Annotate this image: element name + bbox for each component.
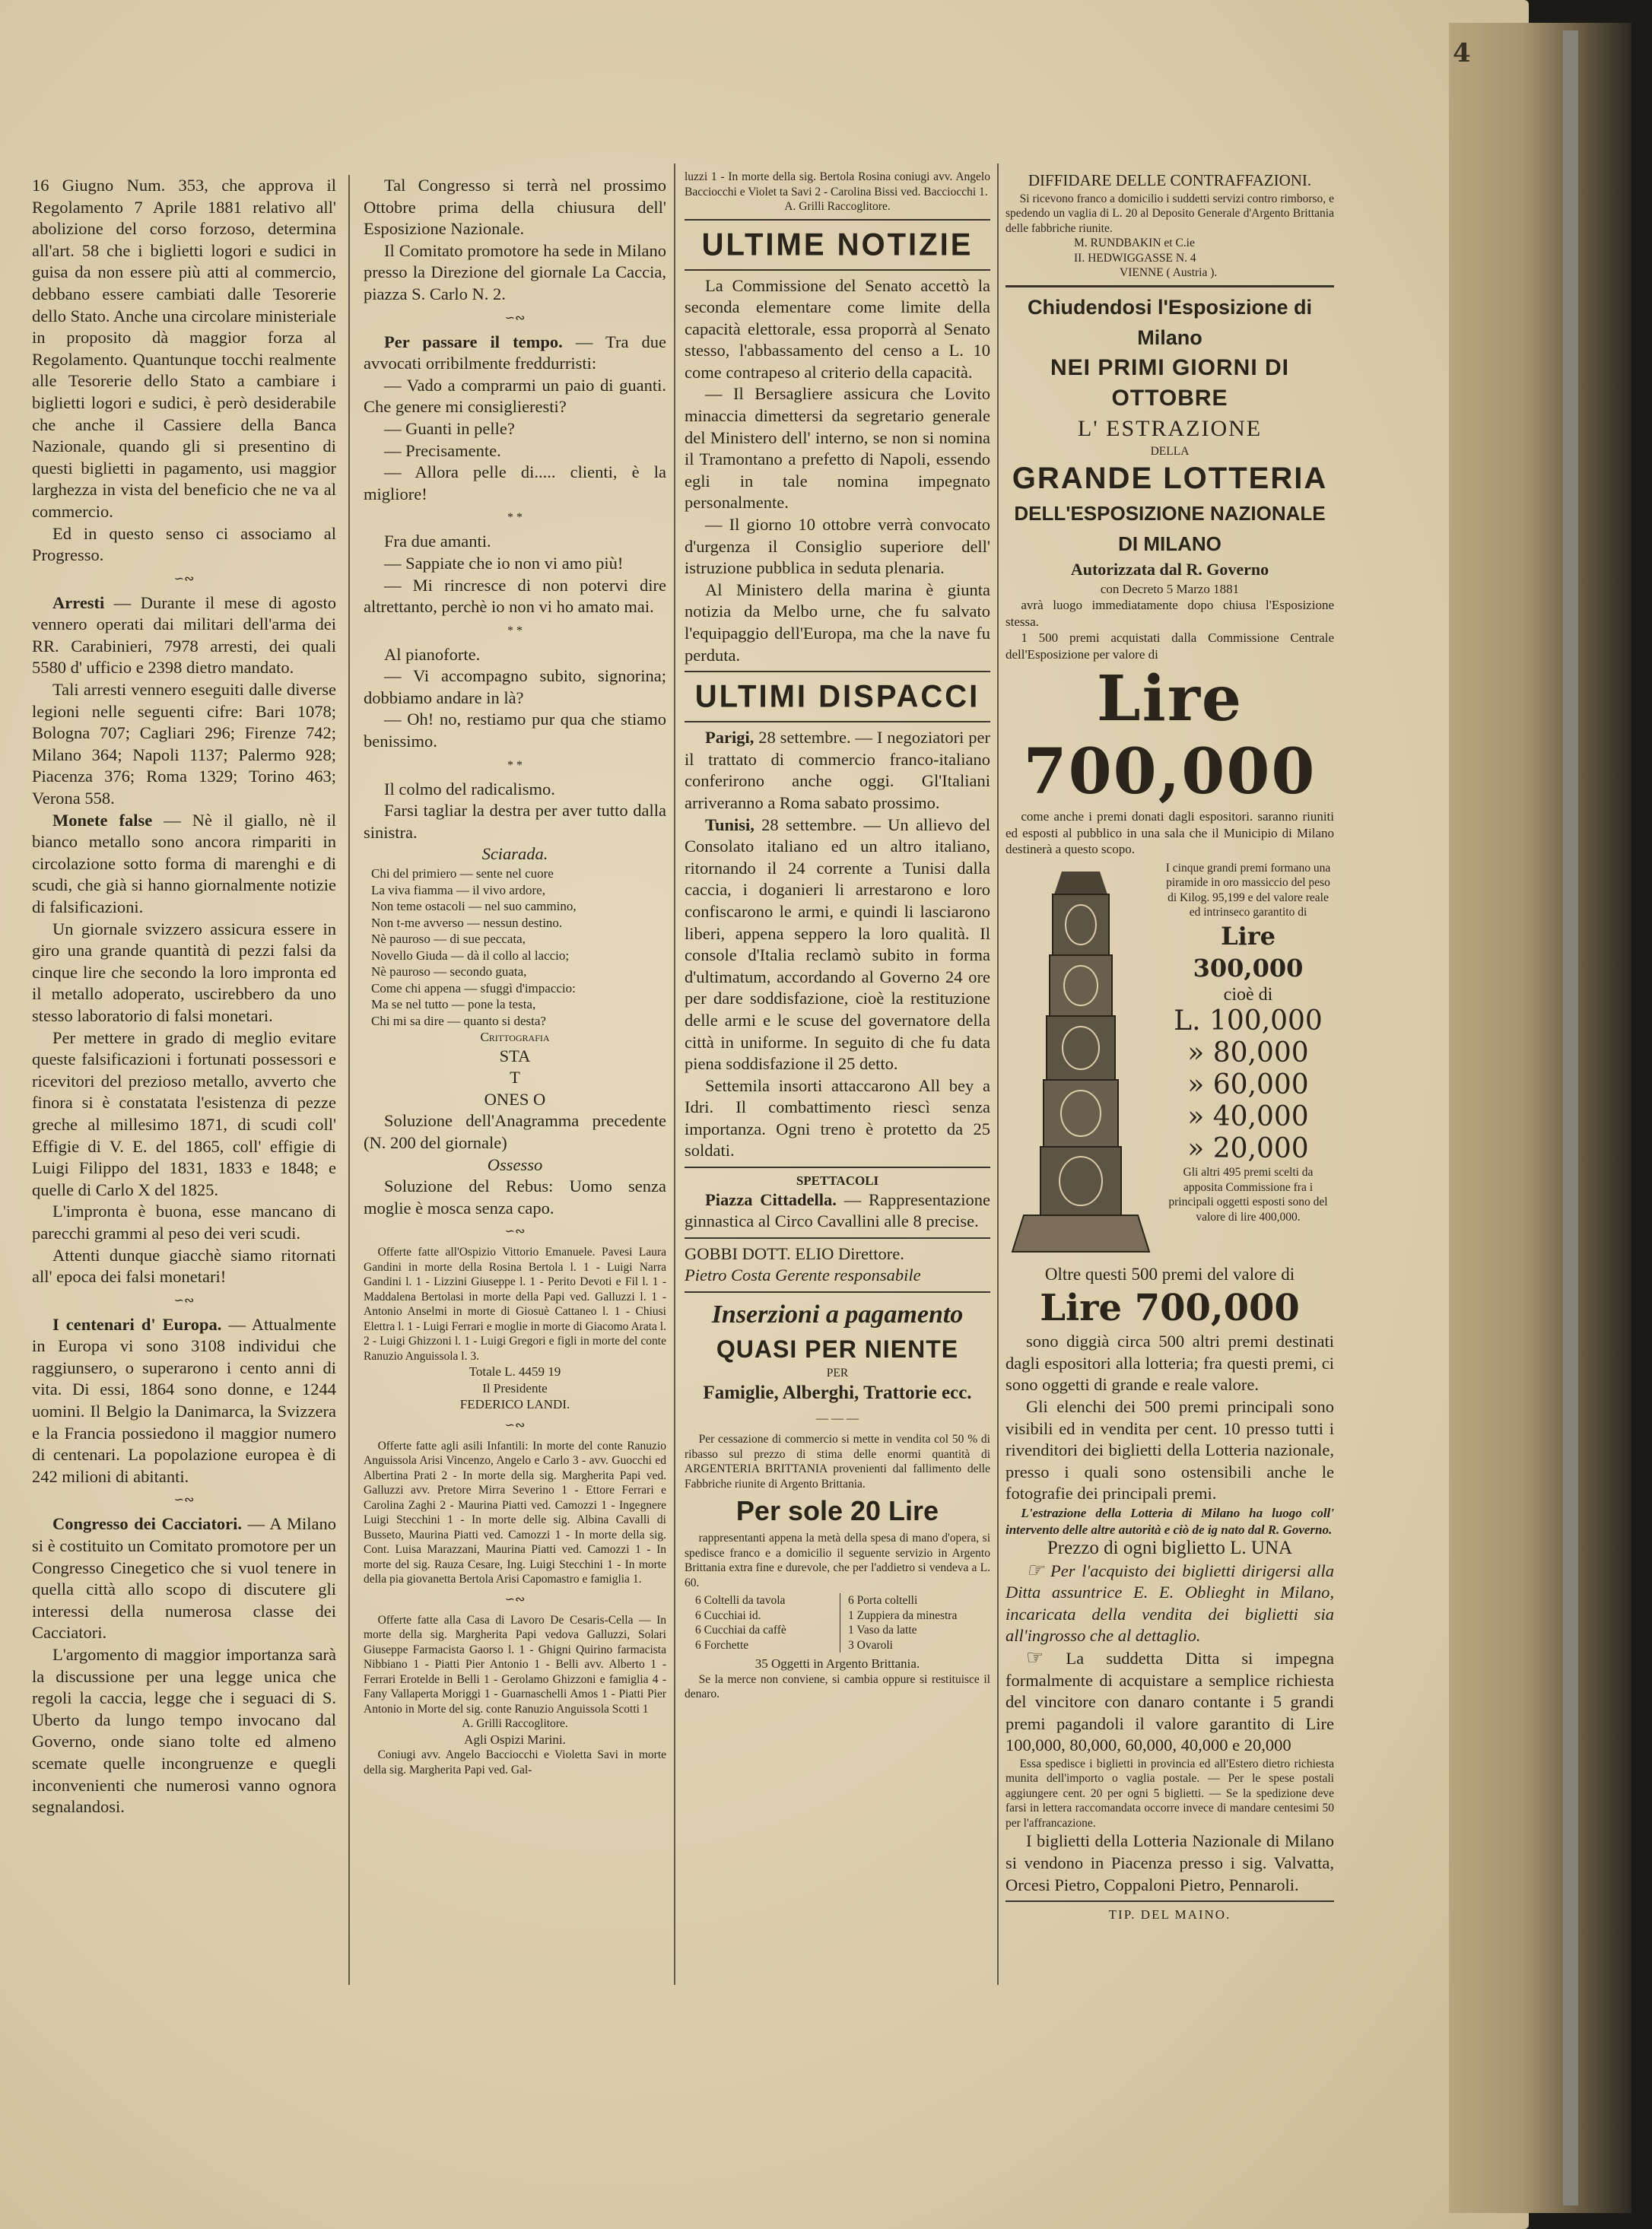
dispatch-heading: Tunisi, — [705, 814, 755, 834]
lottery-shipping: Essa spedisce i biglietti in provincia ed all'Estero dietro richiesta munita dell'importo o vaglia postale. — Per le spese postali aggiungere cent. 20 per ogni 5 biglietti. — Se la spedizione deve farsi in lettera raccomandata occorre invece di mandare centesimi 50 per l'affrancazione. — [1005, 1757, 1334, 1830]
article-paragraph: L'argomento di maggior importanza sarà la discussione per una legge unica che regoli la caccia, legge che i seguaci di S. Uberto da lungo tempo invocano dal Governo, onde siano tolte ed almeno scemate quelle incongruenze e quegli inconvenienti che numerosi vanno ognora segnalandosi. — [32, 1645, 336, 1817]
section-rule — [1005, 1900, 1334, 1902]
ad-item: 6 Cucchiai id. — [695, 1608, 761, 1622]
ornament-divider: ∽∾ — [504, 1225, 526, 1239]
dialogue-line: — Mi rincresce di non potervi dire altrettanto, perchè io non vi ho amato mai. — [364, 575, 666, 617]
article-monete — [32, 810, 336, 919]
spettacoli-heading: SPETTACOLI — [796, 1173, 879, 1189]
asterism: * * — [507, 511, 523, 525]
lottery-amount-repeat: Lire 700,000 — [1040, 1287, 1300, 1330]
solution-text: Soluzione dell'Anagramma precedente (N. 200 del giornale) — [364, 1111, 666, 1152]
dialogue-line: — Precisamente. — [384, 440, 501, 460]
prize-amount: » 60,000 — [1187, 1069, 1309, 1101]
column-rule — [348, 175, 350, 1985]
ornament-divider: ∽∾ — [173, 1294, 195, 1307]
verse-line: Nè pauroso — secondo guata, — [371, 964, 527, 980]
article-passare — [364, 332, 666, 375]
crittografia-line: STA — [499, 1046, 531, 1065]
article-text: — Attualmente in Europa vi sono 3108 individui che raggiunsero, o superarono i cento anni di vita. Di essi, 1864 sono donne, e 1244 uomini. Il Belgio la Danimarca, la Svizzera e la Francia possiedono il maggior numero di centenari. La popolazione europea è di 242 milioni di abitanti. — [32, 1314, 336, 1486]
ad-item: 3 Ovaroli — [848, 1638, 893, 1652]
dispatch-tunisi — [685, 814, 990, 1075]
dispatch-heading: Parigi, — [705, 728, 755, 748]
lottery-authorization: Autorizzata dal R. Governo — [1070, 560, 1269, 579]
section-rule — [685, 1167, 990, 1168]
dispatch-parigi — [685, 727, 990, 814]
prize-block — [1005, 861, 1334, 1264]
ad-total-items: 35 Oggetti in Argento Brittania. — [755, 1656, 920, 1672]
dialogue-line: — Allora pelle di..... clienti, è la migliore! — [364, 462, 666, 503]
prize-other: Gli altri 495 premi scelti da apposita Commissione fra i principali oggetti esposti sono del valore di lire 400,000. — [1168, 1166, 1328, 1224]
ad-warning-title: DIFFIDARE DELLE CONTRAFFAZIONI. — [1028, 171, 1312, 189]
donations-list: Coniugi avv. Angelo Bacciocchi e Violetta Savi in morte della sig. Margherita Papi ved. Gal- — [364, 1748, 666, 1777]
section-rule — [685, 1237, 990, 1239]
column-rule — [674, 164, 675, 1985]
article-paragraph: Tali arresti vennero eseguiti dalle diverse legioni nelle seguenti cifre: Bari 1078; Bologna 707; Cagliari 296; Firenze 742; Milano 364; Napoli 1137; Palermo 928; Piacenza 376; Roma 1329; Torino 463; Verona 558. — [32, 680, 336, 808]
section-title-ultimi-dispacci: ULTIMI DISPACCI — [694, 679, 980, 715]
article-paragraph: Tal Congresso si terrà nel prossimo Ottobre prima della chiusura dell' Esposizione Nazionale. — [364, 176, 666, 239]
article-paragraph: 16 Giugno Num. 353, che approva il Regolamento 7 Aprile 1881 relativo all' abolizione del corso forzoso, determina all'art. 58 che i biglietti logori e sudici in guisa da non essere più atti al commercio, debbano essere cambiati dalle Tesorerie dello Stato. Anche una circolare ministeriale in proposito dà maggior forza al Regolamento. Quantunque tocchi realmente alle Tesorerie dello Stato a cambiare i biglietti logori e sudici, è però desiderabile che anche il Cassiere della Banca Nazionale, quando gli si presentino di questi biglietti in pagamento, usi maggior larghezza in vista del beneficio che ne va al commercio. — [32, 176, 336, 521]
ornament-divider: ∽∾ — [504, 1592, 526, 1606]
ad-item: 6 Cucchiai da caffè — [695, 1624, 786, 1637]
lottery-estrazione: L' ESTRAZIONE — [1077, 415, 1263, 441]
section-rule — [685, 671, 990, 672]
manager-line: Pietro Costa Gerente responsabile — [685, 1265, 921, 1285]
verse-line: Ma se nel tutto — pone la testa, — [371, 997, 536, 1012]
sciarada-verses — [364, 865, 666, 1029]
section-title-ultime-notizie: ULTIME NOTIZIE — [701, 227, 974, 262]
crittografia-line: ONES O — [484, 1089, 546, 1109]
column-3 — [685, 170, 990, 1702]
article-text: — Tra due avvocati orribilmente freddurristi: — [364, 332, 666, 373]
lottery-text: 1 500 premi acquistati dalla Commissione Centrale dell'Esposizione per valore di — [1005, 630, 1334, 662]
column-2 — [364, 175, 666, 1777]
donations-total: Totale L. 4459 19 — [469, 1364, 561, 1380]
article-paragraph: Attenti dunque giacchè siamo ritornati all' epoca dei falsi monetari! — [32, 1245, 336, 1287]
book-spine — [1449, 23, 1631, 2213]
printer-imprint: TIP. DEL MAINO. — [1108, 1907, 1231, 1923]
lottery-decree: con Decreto 5 Marzo 1881 — [1100, 581, 1240, 596]
column-rule — [997, 164, 999, 1985]
article-text: — Nè il giallo, nè il bianco metallo sono ancora rimpariti in circolazione sotto forma di marenghi e di scudi, che già si hanno giornalmente notizie di falsificazioni. — [32, 810, 337, 916]
donations-list: Offerte fatte alla Casa di Lavoro De Cesaris-Cella — In morte della sig. Margherita Papi vedova Galluzzi, Solari Giuseppe Farmacista Gaorso l. 1 - Ghigni Quirino farmacista Nibbiano 1 - Piatti Pier Antonio 1 - Belli avv. Alberto 1 - Ferrari Erotelde in Belli 1 - Gerolamo Ghizzoni e famiglia 4 - Fany Vallaperta Moriggi 1 - Guarnaschelli Amos 1 - Piatti Pier Antonio in Morte del sig. conte Ranuzio Anguissola Scotti 1 — [364, 1613, 666, 1716]
news-paragraph: — Il Bersagliere assicura che Lovito minaccia dimettersi da segretario generale del Ministero dell' interno, se non si nomina il Tramontano a prefetto di Napoli, essendo egli in tale nomina impegnato personalmente. — [685, 384, 990, 513]
ornament-divider: ∽∾ — [504, 311, 526, 325]
ad-items-left — [695, 1593, 840, 1653]
prize-amount: L. 100,000 — [1174, 1005, 1323, 1037]
section-rule — [685, 1291, 990, 1293]
dialogue-line: — Vi accompagno subito, signorina; dobbiamo andare in là? — [364, 666, 666, 707]
donations-subhead: Agli Ospizi Marini. — [464, 1732, 566, 1747]
pointing-hand-icon: ☞ — [1026, 1558, 1044, 1581]
lottery-text: sono diggià circa 500 altri premi destinati dagli espositori alla lotteria; fra questi premi, ci sono oggetti di grande e reale valore. — [1005, 1332, 1334, 1395]
ticket-price: Prezzo di ogni biglietto L. UNA — [1047, 1538, 1293, 1559]
prize-description: I cinque grandi premi formano una piramide in oro massiccio del peso di Kilog. 95,199 e del valore reale ed intrinseco garantito di — [1165, 861, 1331, 919]
ad-text: rappresentanti appena la metà della spesa di mano d'opera, si spedisce franco e a domicilio il seguente servizio in Argento Brittania extra fine e durevole, che per l'addietro si vendeva a L. 60. — [685, 1532, 990, 1589]
section-rule — [685, 721, 990, 722]
spettacoli-venue: Piazza Cittadella. — [705, 1189, 837, 1209]
news-paragraph: — Il giorno 10 ottobre verrà convocato d'urgenza il Consiglio superiore dell' istruzione pubblica in seduta plenaria. — [685, 515, 990, 578]
address-line: VIENNE ( Austria ). — [1120, 266, 1218, 280]
prize-amount: » 80,000 — [1187, 1037, 1309, 1069]
verse-line: Non teme ostacoli — nel suo cammino, — [371, 899, 577, 914]
dispatch-text: 28 settembre. — Un allievo del Consolato italiano ed un altro italiano, ritornando il 24 corrente a Tunisi dalla caccia, i doganieri li arrestarono e loro confiscarono le armi, e quindi li lasciarono liberi, appena seppero la loro qualità. Il console d'Italia reclamò subito in forma d'ultimatum, accordando al Governo 24 ore per dare soddisfazione, cioè la restituzione delle armi e le scuse del governatore della città in uniforme. In seguito di che fu data piena soddisfazione il 25 detto. — [685, 814, 990, 1074]
ornament-divider: — — — — [816, 1412, 859, 1426]
lottery-total-amount: Lire 700,000 — [1023, 662, 1317, 809]
verse-line: La viva fiamma — il vivo ardore, — [371, 882, 545, 897]
donations-signature: A. Grilli Raccoglitore. — [784, 200, 891, 213]
article-paragraph: Un giornale svizzero assicura essere in giro una grande quantità di pezzi falsi da cinque lire che secondo la loro impronta ed il metallo adoperato, uscirebbero da uno stesso laboratorio di falsi monetari. — [32, 919, 336, 1025]
spine-edge — [1563, 30, 1578, 2205]
asterism: * * — [507, 758, 523, 772]
ad-item: 6 Coltelli da tavola — [695, 1594, 786, 1608]
asterism: * * — [507, 624, 523, 637]
news-paragraph: Settemila insorti attaccarono All bey a Idri. Il combattimento riescì senza importanza. Ogni treno è protetto da 25 soldati. — [685, 1075, 990, 1161]
lottery-intro: Chiudendosi l'Esposizione di Milano — [1028, 295, 1312, 349]
lottery-date: NEI PRIMI GIORNI DI OTTOBRE — [1050, 354, 1290, 411]
page-marker: 4 — [1453, 38, 1471, 68]
article-paragraph: Per mettere in grado di meglio evitare queste falsificazioni i fortunati possessori e ricevitori del prezioso metallo, avverto che finora si è constatata l'esistenza di pezze greche al millesimo 1871, di scudi coll' Effigie di V. E. del 1865, coll' effigie di Luigi Filippo del 1831, 1833 e 1848; e quelle di Carlo X del 1825. — [32, 1027, 336, 1199]
article-arresti — [32, 592, 336, 679]
article-heading: I centenari d' Europa. — [52, 1314, 222, 1334]
solution-text: Soluzione del Rebus: Uomo senza moglie è mosca senza capo. — [364, 1176, 666, 1218]
prize-cioe: cioè di — [1223, 984, 1273, 1005]
crittografia-title: Crittografia — [480, 1030, 550, 1045]
section-rule — [685, 219, 990, 221]
dialogue-line: Farsi tagliar la destra per aver tutto dalla sinistra. — [364, 801, 666, 842]
director-line: GOBBI DOTT. ELIO Direttore. — [685, 1243, 904, 1263]
lottery-text: Gli elenchi dei 500 premi principali sono visibili ed in vendita per cent. 10 presso tutti i rivenditori dei biglietti della Lotteria nazionale, presso i quali sono ostensibili anche le fotografie dei principali premi. — [1005, 1397, 1334, 1503]
lottery-della: DELLA — [1150, 444, 1190, 458]
article-paragraph: Il Comitato promotore ha sede in Milano presso la Direzione del giornale La Caccia, piazza S. Carlo N. 2. — [364, 240, 666, 303]
lottery-purchase — [1005, 1560, 1334, 1647]
lottery-subtitle: DELL'ESPOSIZIONE NAZIONALE DI MILANO — [1014, 502, 1326, 556]
dialogue-line: Fra due amanti. — [384, 532, 491, 551]
ad-price-headline: Per sole 20 Lire — [735, 1495, 939, 1527]
section-rule — [1005, 285, 1334, 287]
ad-item: 1 Zuppiera da minestra — [848, 1608, 958, 1622]
ads-title: Inserzioni a pagamento — [711, 1300, 964, 1329]
verse-line: Chi del primiero — sente nel cuore — [371, 866, 554, 881]
ad-items-right — [840, 1593, 957, 1653]
article-heading: Arresti — [52, 592, 105, 612]
lottery-text: come anche i premi donati dagli espositori. saranno riuniti ed esposti al pubblico in una sala che il Municipio di Milano destinerà a questo scopo. — [1005, 809, 1334, 857]
article-centenari — [32, 1314, 336, 1488]
ornament-divider: ∽∾ — [504, 1418, 526, 1432]
dialogue-line: — Vado a comprarmi un paio di guanti. Che genere mi consiglieresti? — [364, 375, 666, 417]
ad-items-table — [695, 1593, 990, 1653]
ad-item: 1 Vaso da latte — [848, 1624, 917, 1637]
verse-line: Chi mi sa dire — quanto si desta? — [371, 1013, 546, 1028]
ad-warning-text: Si ricevono franco a domicilio i suddetti servizi contro rimborso, e spedendo un vaglia di L. 20 al Deposito Generale d'Argento Brittania delle fabbriche riunite. — [1005, 192, 1334, 235]
article-heading: Congresso dei Cacciatori. — [52, 1514, 243, 1534]
article-cacciatori — [32, 1513, 336, 1644]
article-heading: Per passare il tempo. — [384, 332, 563, 351]
column-1 — [32, 175, 336, 1818]
lottery-guarantee — [1005, 1647, 1334, 1757]
article-text: — Durante il mese di agosto vennero operati dai militari dell'arma dei RR. Carabinieri, 7978 arresti, dei quali 5580 d' ufficio e 2398 dietro mandato. — [32, 592, 337, 678]
news-paragraph: Al Ministero della marina è giunta notizia da Melbo urne, che fu salvato l'equipaggio dell'Europa, ma che la nave fu perduta. — [685, 579, 990, 665]
purchase-text: Per l'acquisto dei biglietti dirigersi alla Ditta assuntrice E. E. Oblieght in Milano, incaricata della vendita dei biglietti sia all'ingrosso che al dettaglio. — [1005, 1561, 1334, 1646]
section-rule — [685, 269, 990, 271]
grand-prize-total: Lire 300,000 — [1193, 921, 1304, 983]
lottery-text: avrà luogo immediatamente dopo chiusa l'Esposizione stessa. — [1005, 598, 1334, 629]
ornament-divider: ∽∾ — [173, 1494, 195, 1507]
ad-text: Per cessazione di commercio si mette in vendita col 50 % di ribasso sul prezzo di stima delle enormi quantità di ARGENTERIA BRITTANIA provenienti dal fallimento delle Fabbriche riunite di Argento Brittania. — [685, 1433, 990, 1491]
dispatch-text: 28 settembre. — I negoziatori per il trattato di commercio franco-italiano conferirono anche oggi. Gl'Italiani arriveranno a Roma sabato prossimo. — [685, 728, 991, 812]
verse-line: Non t-me avverso — nessun destino. — [371, 915, 563, 930]
ad-per: PER — [826, 1366, 849, 1380]
dialogue-line: Il colmo del radicalismo. — [384, 779, 555, 799]
signatory-role: Il Presidente — [482, 1380, 548, 1396]
lottery-notice: L'estrazione della Lotteria di Milano ha luogo coll' intervento delle altre autorità e ciò de ig nato dal R. Governo. — [1005, 1506, 1334, 1537]
ad-headline: QUASI PER NIENTE — [716, 1335, 959, 1363]
dialogue-line: Al pianoforte. — [384, 644, 481, 664]
verse-line: Novello Giuda — dà il collo al laccio; — [371, 948, 570, 963]
ad-item: 6 Forchette — [695, 1638, 749, 1652]
pointing-hand-icon: ☞ — [1026, 1646, 1044, 1669]
address-line: II. HEDWIGGASSE N. 4 — [1074, 251, 1196, 265]
prize-amount: » 40,000 — [1187, 1101, 1309, 1133]
ad-guarantee: Se la merce non conviene, si cambia oppure si restituisce il denaro. — [685, 1672, 990, 1701]
article-text: — A Milano si è costituito un Comitato promotore per un Congresso Cinegetico che si vuol tenere in quella città allo scopo di discutere gli interessi della numerosa classe dei Cacciatori. — [32, 1514, 336, 1643]
crittografia-line: T — [510, 1068, 520, 1088]
lottery-title: GRANDE LOTTERIA — [1012, 462, 1328, 496]
article-heading: Monete false — [52, 810, 153, 830]
spettacoli-text: — Rappresentazione ginnastica al Circo Cavallini alle 8 precise. — [685, 1189, 990, 1231]
sciarada-title: Sciarada. — [481, 844, 548, 864]
verse-line: Come chi appena — sfuggì d'impaccio: — [371, 980, 576, 995]
article-paragraph: Ed in questo senso ci associamo al Progresso. — [32, 523, 336, 565]
spettacoli-item — [685, 1189, 990, 1233]
donations-signature: A. Grilli Raccoglitore. — [462, 1717, 568, 1731]
dialogue-line: — Oh! no, restiamo pur qua che stiamo benissimo. — [364, 710, 666, 751]
article-paragraph: L'impronta è buona, esse mancano di parecchi grammi al peso dei veri scudi. — [32, 1202, 336, 1243]
verse-line: Nè pauroso — di sue peccata, — [371, 932, 526, 947]
signatory-name: FEDERICO LANDI. — [459, 1397, 570, 1412]
prize-amount: » 20,000 — [1187, 1133, 1309, 1165]
donations-list: Offerte fatte all'Ospizio Vittorio Emanuele. Pavesi Laura Gandini in morte della Rosina Bertola l. 1 - Luigi Narra Gandini l. 1 - Lizzini Giuseppe l. 1 - Perito Devoti e Fil l. 1 - Maddalena Bertolasi in morte della Papi ved. Galluzzi l. 1 - Antonio Anselmi in morte di Giosuè Cattaneo l. 1 - Chiusi Elettra l. 1 - Luigi Ferrari e moglie in morte di Giacomo Arata l. 2 - Luigi Ghizzoni l. 1 - Luigi Gregori e figli in morte del conte Ranuzio Anguissola l. 3. — [364, 1246, 666, 1363]
lottery-text: Oltre questi 500 premi del valore di — [1044, 1264, 1295, 1284]
donations-list: luzzi 1 - In morte della sig. Bertola Rosina coniugi avv. Angelo Bacciocchi e Violet ta Savi 2 - Carolina Bissi ved. Bacciocchi 1. — [685, 170, 990, 198]
gold-pyramid-image — [1009, 864, 1153, 1259]
ad-subheadline: Famiglie, Alberghi, Trattorie ecc. — [703, 1383, 972, 1404]
lottery-vendors: I biglietti della Lotteria Nazionale di Milano si vendono in Piacenza presso i sig. Valvatta, Orcesi Pietro, Coppaloni Pietro, Pennaroli. — [1005, 1831, 1334, 1894]
dialogue-line: — Guanti in pelle? — [384, 418, 515, 438]
column-4 — [1005, 170, 1334, 1923]
donations-list: Offerte fatte agli asili Infantili: In morte del conte Ranuzio Anguissola Arisi Vincenzo, Angelo e Carlo 3 - avv. Guocchi ed Albertina Prati 2 - In morte della sig. Margherita Papi ved. Galluzzi avv. Pretore Mirra Severino 1 - Ettore Ferrari e Carolina Zaghi 2 - Maurina Piatti ved. Camozzi 1 - Ingegnere Luigi Stecchini 1 - In morte delle sig. Albina Cavalli di Busseto, Maurina Piatti ved. Camozzi 1 - In morte della sig. Cont. Luisa Marazzani, Maurina Piatti ved. Camozzi 1 - In morte del sig. Rauza Cesare, Ing. Luigi Stecchini 1 - In morte della pia giovanetta Bertola Arisi Capomastro e famiglia 1. — [364, 1439, 666, 1586]
guarantee-text: La suddetta Ditta si impegna formalmente di acquistare a semplice richiesta del vincitore con danaro contante i 5 grandi premi pagandoli il valore garantito di Lire 100,000, 80,000, 60,000, 40,000 e 20,000 — [1005, 1649, 1335, 1755]
ad-item: 6 Porta coltelli — [848, 1594, 918, 1608]
ornament-divider: ∽∾ — [173, 572, 195, 586]
address-line: M. RUNDBAKIN et C.ie — [1074, 237, 1195, 250]
solution-answer: Ossesso — [487, 1154, 543, 1174]
news-paragraph: La Commissione del Senato accettò la seconda elementare come limite della capacità elettorale, essa proporrà al Senato stesso, l'abbassamento del censo a L. 10 come contrapeso al criterio della capacità. — [685, 275, 990, 382]
dialogue-line: — Sappiate che io non vi amo più! — [384, 553, 624, 573]
